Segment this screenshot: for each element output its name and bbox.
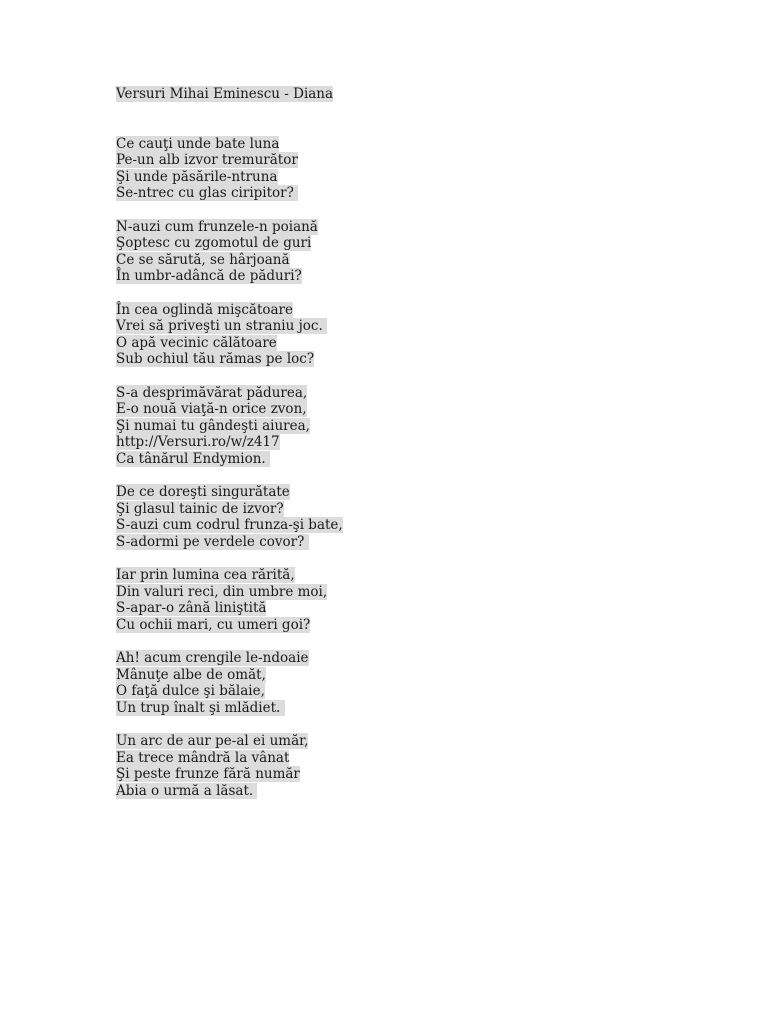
verse-line xyxy=(116,185,676,202)
poem-content xyxy=(116,86,676,816)
verse-line xyxy=(116,534,676,551)
verse-line xyxy=(116,385,676,402)
verse-line xyxy=(116,517,676,534)
verse-text: Iar prin lumina cea rărită, xyxy=(116,567,295,584)
verse-text: Ce se sărută, se hârjoană xyxy=(116,251,290,268)
verse-line xyxy=(116,501,676,518)
verse-text: Şi unde păsările-ntruna xyxy=(116,168,278,185)
verse-text: Vrei să priveşti un straniu joc. xyxy=(116,318,328,335)
verse-line xyxy=(116,667,676,684)
verse-line xyxy=(116,418,676,435)
verse-line xyxy=(116,484,676,501)
verse-text: S-adormi pe verdele covor? xyxy=(116,533,309,550)
verse-text: Cu ochii mari, cu umeri goi? xyxy=(116,616,311,633)
stanza-3 xyxy=(116,302,676,368)
verse-text: S-a desprimăvărat pădurea, xyxy=(116,384,308,401)
verse-line xyxy=(116,252,676,269)
verse-text: Mânuţe albe de omăt, xyxy=(116,666,266,683)
verse-text: Şoptesc cu zgomotul de guri xyxy=(116,235,312,252)
verse-line xyxy=(116,302,676,319)
verse-line xyxy=(116,351,676,368)
verse-text: Abia o urmă a lăsat. xyxy=(116,782,258,799)
verse-text: Din valuri reci, din umbre moi, xyxy=(116,583,328,600)
verse-text: Ca tânărul Endymion. xyxy=(116,450,270,467)
verse-line xyxy=(116,169,676,186)
verse-text: Şi numai tu gândeşti aiurea, xyxy=(116,417,310,434)
verse-line xyxy=(116,750,676,767)
verse-text: N-auzi cum frunzele-n poiană xyxy=(116,218,318,235)
stanza-7 xyxy=(116,650,676,716)
verse-line xyxy=(116,766,676,783)
poem-title: Versuri Mihai Eminescu - Diana xyxy=(116,86,334,102)
source-link[interactable]: http://Versuri.ro/w/z417 xyxy=(116,434,280,451)
verse-line xyxy=(116,650,676,667)
verse-text: Sub ochiul tău rămas pe loc? xyxy=(116,351,315,368)
verse-text: În umbr-adâncă de păduri? xyxy=(116,268,302,285)
verse-text: Se-ntrec cu glas ciripitor? xyxy=(116,185,299,202)
verse-text: Un trup înalt şi mlădiet. xyxy=(116,699,285,716)
verse-line xyxy=(116,567,676,584)
verse-line xyxy=(116,700,676,717)
verse-line xyxy=(116,335,676,352)
source-link-line xyxy=(116,434,676,451)
verse-text: În cea oglindă mişcătoare xyxy=(116,301,293,318)
verse-text: Ea trece mândră la vânat xyxy=(116,749,290,766)
verse-line xyxy=(116,318,676,335)
verse-text: O faţă dulce şi bălaie, xyxy=(116,683,265,700)
verse-line xyxy=(116,401,676,418)
verse-text: S-apar-o zână liniştită xyxy=(116,600,267,617)
verse-text: E-o nouă viaţă-n orice zvon, xyxy=(116,401,307,418)
verse-line xyxy=(116,683,676,700)
poem-title-line xyxy=(116,86,676,103)
verse-line xyxy=(116,451,676,468)
verse-line xyxy=(116,136,676,153)
verse-line xyxy=(116,152,676,169)
verse-text: Pe-un alb izvor tremurător xyxy=(116,152,298,169)
verse-text: Ce cauţi unde bate luna xyxy=(116,135,280,152)
verse-text: O apă vecinic călătoare xyxy=(116,334,277,351)
stanza-5 xyxy=(116,484,676,550)
verse-text: Şi peste frunze fără număr xyxy=(116,766,300,783)
verse-text: Şi glasul tainic de izvor? xyxy=(116,500,284,517)
verse-line xyxy=(116,268,676,285)
verse-text: De ce doreşti singurătate xyxy=(116,484,290,501)
verse-line xyxy=(116,235,676,252)
stanza-6 xyxy=(116,567,676,633)
verse-line xyxy=(116,617,676,634)
stanza-4 xyxy=(116,385,676,468)
stanza-2 xyxy=(116,219,676,285)
verse-text: Ah! acum crengile le-ndoaie xyxy=(116,650,309,666)
verse-line xyxy=(116,584,676,601)
verse-text: Un arc de aur pe-al ei umăr, xyxy=(116,732,309,749)
stanza-8 xyxy=(116,733,676,799)
verse-line xyxy=(116,783,676,800)
verse-line xyxy=(116,600,676,617)
verse-line xyxy=(116,219,676,236)
verse-text: S-auzi cum codrul frunza-şi bate, xyxy=(116,517,343,534)
verse-line xyxy=(116,733,676,750)
stanza-1 xyxy=(116,136,676,202)
